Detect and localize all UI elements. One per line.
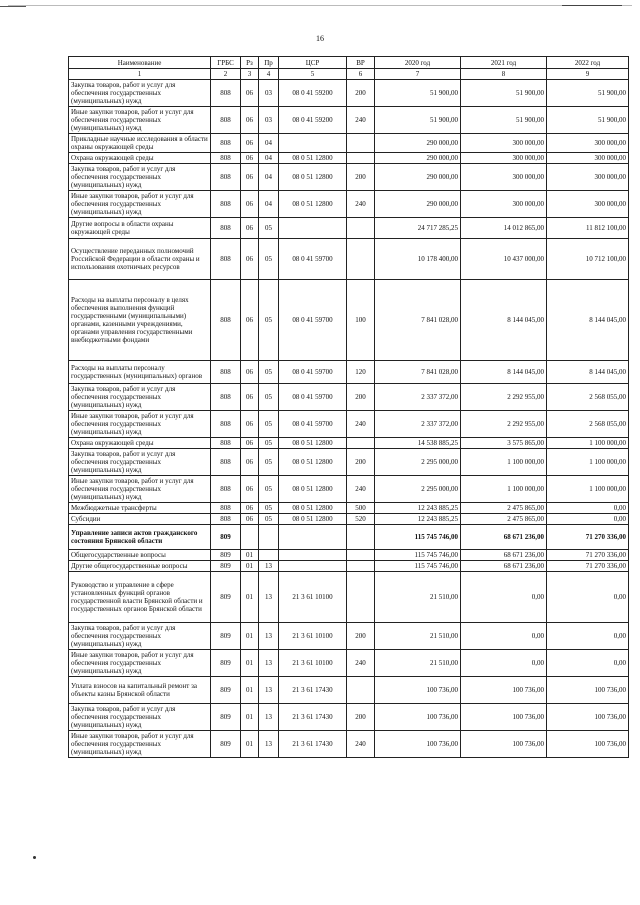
row-amount-2021: 300 000,00 [461,164,547,191]
row-amount-2021: 300 000,00 [461,134,547,153]
row-rz: 06 [241,384,259,411]
row-vr [347,561,375,572]
row-pr: 05 [259,218,279,239]
row-grbs: 808 [211,476,241,503]
table-row [69,731,629,758]
row-vr: 240 [347,650,375,677]
scan-speck [33,856,36,859]
table-row [69,572,629,623]
row-pr: 13 [259,561,279,572]
row-rz: 06 [241,280,259,361]
table-row [69,80,629,107]
row-grbs: 808 [211,449,241,476]
row-grbs: 808 [211,134,241,153]
row-amount-2022: 0,00 [547,514,629,525]
row-amount-2021: 2 292 955,00 [461,411,547,438]
row-amount-2021: 3 575 865,00 [461,438,547,449]
row-vr: 200 [347,623,375,650]
row-name: Закупка товаров, работ и услуг для обеспечения государственных (муниципальных) нужд [69,704,211,731]
row-vr: 200 [347,449,375,476]
table-row [69,476,629,503]
row-vr [347,218,375,239]
column-number: 2 [211,69,241,80]
row-csr: 08 0 41 59700 [279,361,347,384]
row-amount-2021: 51 900,00 [461,107,547,134]
row-amount-2021: 14 012 865,00 [461,218,547,239]
row-csr [279,134,347,153]
row-amount-2021: 10 437 000,00 [461,239,547,280]
row-csr: 21 3 61 10100 [279,572,347,623]
row-amount-2020: 21 510,00 [375,650,461,677]
header-2020: 2020 год [375,57,461,69]
row-grbs: 809 [211,731,241,758]
column-number: 5 [279,69,347,80]
row-amount-2020: 12 243 885,25 [375,514,461,525]
row-grbs: 808 [211,361,241,384]
row-amount-2022: 71 270 336,00 [547,550,629,561]
row-csr: 08 0 51 12800 [279,153,347,164]
row-amount-2020: 2 337 372,00 [375,411,461,438]
scan-edge-line [8,5,632,6]
header-grbs: ГРБС [211,57,241,69]
column-number: 3 [241,69,259,80]
row-amount-2020: 21 510,00 [375,572,461,623]
table-row [69,550,629,561]
row-csr [279,525,347,550]
row-vr [347,239,375,280]
row-pr: 05 [259,476,279,503]
row-csr: 08 0 51 12800 [279,514,347,525]
row-amount-2020: 290 000,00 [375,134,461,153]
row-grbs: 808 [211,384,241,411]
row-grbs: 808 [211,153,241,164]
row-vr: 200 [347,704,375,731]
row-pr: 05 [259,514,279,525]
row-amount-2020: 2 295 000,00 [375,476,461,503]
row-pr: 13 [259,704,279,731]
row-amount-2020: 290 000,00 [375,153,461,164]
row-amount-2021: 0,00 [461,623,547,650]
row-amount-2021: 2 475 865,00 [461,503,547,514]
row-amount-2020: 290 000,00 [375,164,461,191]
row-csr [279,218,347,239]
row-amount-2021: 0,00 [461,572,547,623]
row-csr: 08 0 41 59200 [279,80,347,107]
row-csr: 08 0 41 59700 [279,280,347,361]
row-name: Закупка товаров, работ и услуг для обеспечения государственных (муниципальных) нужд [69,623,211,650]
row-grbs: 809 [211,561,241,572]
row-rz: 06 [241,503,259,514]
row-vr [347,153,375,164]
row-rz: 01 [241,704,259,731]
row-amount-2021: 51 900,00 [461,80,547,107]
row-amount-2022: 8 144 045,00 [547,280,629,361]
row-rz: 06 [241,134,259,153]
row-pr: 13 [259,731,279,758]
header-2021: 2021 год [461,57,547,69]
row-grbs: 809 [211,623,241,650]
row-pr: 13 [259,677,279,704]
row-pr: 05 [259,280,279,361]
row-amount-2022: 71 270 336,00 [547,525,629,550]
row-rz: 01 [241,731,259,758]
row-amount-2022: 11 812 100,00 [547,218,629,239]
row-grbs: 809 [211,550,241,561]
row-csr [279,561,347,572]
row-csr: 21 3 61 17430 [279,731,347,758]
budget-table [68,56,629,758]
header-vr: ВР [347,57,375,69]
row-pr: 03 [259,107,279,134]
row-pr: 04 [259,164,279,191]
row-amount-2021: 300 000,00 [461,153,547,164]
row-grbs: 808 [211,107,241,134]
row-grbs: 809 [211,704,241,731]
table-row [69,623,629,650]
row-name: Иные закупки товаров, работ и услуг для обеспечения государственных (муниципальных) нужд [69,107,211,134]
table-row [69,164,629,191]
row-amount-2020: 12 243 885,25 [375,503,461,514]
row-name: Другие вопросы в области охраны окружающей среды [69,218,211,239]
table-body [69,80,629,758]
row-rz: 06 [241,411,259,438]
row-amount-2021: 2 475 865,00 [461,514,547,525]
row-amount-2022: 2 568 055,00 [547,411,629,438]
row-rz: 06 [241,80,259,107]
row-amount-2022: 51 900,00 [547,80,629,107]
row-name: Охрана окружающей среды [69,438,211,449]
row-vr: 200 [347,164,375,191]
table-row [69,384,629,411]
row-grbs: 808 [211,503,241,514]
row-amount-2020: 21 510,00 [375,623,461,650]
row-name: Закупка товаров, работ и услуг для обеспечения государственных (муниципальных) нужд [69,164,211,191]
row-name: Общегосударственные вопросы [69,550,211,561]
row-amount-2020: 7 841 028,00 [375,361,461,384]
header-rz: Рз [241,57,259,69]
table-row [69,677,629,704]
row-amount-2020: 10 178 400,00 [375,239,461,280]
row-amount-2022: 100 736,00 [547,731,629,758]
column-number: 7 [375,69,461,80]
table-row [69,107,629,134]
column-number-row [69,69,629,80]
row-grbs: 809 [211,677,241,704]
row-csr: 21 3 61 17430 [279,677,347,704]
row-name: Другие общегосударственные вопросы [69,561,211,572]
row-amount-2022: 71 270 336,00 [547,561,629,572]
row-vr: 520 [347,514,375,525]
row-rz [241,525,259,550]
row-rz: 06 [241,361,259,384]
table-row [69,361,629,384]
row-csr: 08 0 51 12800 [279,164,347,191]
row-name: Иные закупки товаров, работ и услуг для обеспечения государственных (муниципальных) нужд [69,476,211,503]
row-amount-2020: 100 736,00 [375,677,461,704]
row-pr: 05 [259,361,279,384]
row-amount-2021: 100 736,00 [461,704,547,731]
row-vr: 500 [347,503,375,514]
row-vr: 240 [347,191,375,218]
row-grbs: 808 [211,438,241,449]
row-vr: 200 [347,384,375,411]
row-csr: 08 0 51 12800 [279,191,347,218]
row-name: Управление записи актов гражданского состояния Брянской области [69,525,211,550]
table-row [69,438,629,449]
row-grbs: 808 [211,164,241,191]
row-rz: 01 [241,650,259,677]
row-csr: 08 0 41 59700 [279,239,347,280]
row-csr: 08 0 51 12800 [279,449,347,476]
row-amount-2020: 7 841 028,00 [375,280,461,361]
row-amount-2022: 51 900,00 [547,107,629,134]
row-rz: 06 [241,239,259,280]
row-amount-2020: 115 745 746,00 [375,525,461,550]
row-rz: 06 [241,218,259,239]
row-amount-2022: 100 736,00 [547,677,629,704]
row-vr [347,677,375,704]
row-vr: 240 [347,476,375,503]
row-amount-2022: 0,00 [547,503,629,514]
row-vr: 240 [347,107,375,134]
row-amount-2020: 115 745 746,00 [375,561,461,572]
row-amount-2021: 300 000,00 [461,191,547,218]
row-amount-2020: 51 900,00 [375,80,461,107]
row-amount-2022: 10 712 100,00 [547,239,629,280]
table-row [69,280,629,361]
row-rz: 06 [241,153,259,164]
table-row [69,514,629,525]
row-amount-2021: 2 292 955,00 [461,384,547,411]
row-name: Руководство и управление в сфере установленных функций органов государственной власти Брянской области и государственных органов Брянской области [69,572,211,623]
row-vr [347,134,375,153]
row-amount-2021: 68 671 236,00 [461,561,547,572]
row-pr: 04 [259,134,279,153]
row-vr: 240 [347,411,375,438]
row-amount-2020: 100 736,00 [375,704,461,731]
row-grbs: 808 [211,514,241,525]
row-pr: 04 [259,191,279,218]
row-grbs: 808 [211,80,241,107]
row-amount-2022: 8 144 045,00 [547,361,629,384]
row-grbs: 808 [211,239,241,280]
row-pr: 05 [259,449,279,476]
row-name: Межбюджетные трансферты [69,503,211,514]
row-name: Закупка товаров, работ и услуг для обеспечения государственных (муниципальных) нужд [69,449,211,476]
row-amount-2021: 1 100 000,00 [461,476,547,503]
row-rz: 06 [241,164,259,191]
row-rz: 01 [241,623,259,650]
row-pr: 05 [259,411,279,438]
row-amount-2020: 2 295 000,00 [375,449,461,476]
table-row [69,191,629,218]
table-row [69,525,629,550]
row-name: Расходы на выплаты персоналу государственных (муниципальных) органов [69,361,211,384]
table-row [69,561,629,572]
row-vr: 240 [347,731,375,758]
column-number: 8 [461,69,547,80]
row-name: Иные закупки товаров, работ и услуг для обеспечения государственных (муниципальных) нужд [69,650,211,677]
row-rz: 01 [241,561,259,572]
row-csr: 21 3 61 17430 [279,704,347,731]
row-amount-2022: 0,00 [547,572,629,623]
table-row [69,650,629,677]
row-name: Закупка товаров, работ и услуг для обеспечения государственных (муниципальных) нужд [69,80,211,107]
row-amount-2022: 1 100 000,00 [547,449,629,476]
row-csr: 21 3 61 10100 [279,650,347,677]
table-row [69,239,629,280]
row-rz: 06 [241,514,259,525]
row-name: Расходы на выплаты персоналу в целях обеспечения выполнения функций государственными (муниципальными) органами, казенными учреждениями, органами управления государственными внебюджетными фондами [69,280,211,361]
header-pr: Пр [259,57,279,69]
column-number: 1 [69,69,211,80]
row-amount-2020: 100 736,00 [375,731,461,758]
row-amount-2022: 2 568 055,00 [547,384,629,411]
row-csr: 08 0 41 59200 [279,107,347,134]
table-row [69,704,629,731]
row-amount-2022: 300 000,00 [547,134,629,153]
header-name: Наименование [69,57,211,69]
row-name: Иные закупки товаров, работ и услуг для обеспечения государственных (муниципальных) нужд [69,731,211,758]
page-number: 16 [316,34,324,43]
row-amount-2020: 290 000,00 [375,191,461,218]
row-csr: 08 0 41 59700 [279,384,347,411]
row-amount-2022: 300 000,00 [547,191,629,218]
row-name: Закупка товаров, работ и услуг для обеспечения государственных (муниципальных) нужд [69,384,211,411]
row-amount-2020: 2 337 372,00 [375,384,461,411]
row-grbs: 809 [211,572,241,623]
row-pr: 05 [259,384,279,411]
row-csr [279,550,347,561]
row-pr: 05 [259,503,279,514]
row-rz: 06 [241,449,259,476]
table-row [69,134,629,153]
row-amount-2021: 8 144 045,00 [461,361,547,384]
row-amount-2022: 1 100 000,00 [547,438,629,449]
row-amount-2021: 100 736,00 [461,731,547,758]
row-rz: 06 [241,476,259,503]
row-amount-2022: 0,00 [547,623,629,650]
row-grbs: 809 [211,525,241,550]
table-row [69,411,629,438]
header-row [69,57,629,69]
table-row [69,449,629,476]
row-amount-2022: 0,00 [547,650,629,677]
row-grbs: 809 [211,650,241,677]
row-pr: 05 [259,239,279,280]
row-vr [347,438,375,449]
row-amount-2021: 1 100 000,00 [461,449,547,476]
row-amount-2021: 68 671 236,00 [461,525,547,550]
row-name: Субсидии [69,514,211,525]
table-header [69,57,629,80]
row-name: Прикладные научные исследования в области охраны окружающей среды [69,134,211,153]
row-pr: 05 [259,438,279,449]
row-pr: 03 [259,80,279,107]
row-amount-2022: 1 100 000,00 [547,476,629,503]
header-2022: 2022 год [547,57,629,69]
row-pr [259,550,279,561]
row-grbs: 808 [211,411,241,438]
row-name: Иные закупки товаров, работ и услуг для обеспечения государственных (муниципальных) нужд [69,411,211,438]
row-vr [347,572,375,623]
row-pr: 13 [259,650,279,677]
row-pr: 13 [259,572,279,623]
column-number: 4 [259,69,279,80]
row-amount-2020: 14 538 885,25 [375,438,461,449]
row-name: Охрана окружающей среды [69,153,211,164]
row-rz: 06 [241,107,259,134]
row-csr: 08 0 51 12800 [279,503,347,514]
row-csr: 21 3 61 10100 [279,623,347,650]
row-rz: 01 [241,550,259,561]
table-row [69,218,629,239]
column-number: 6 [347,69,375,80]
row-amount-2022: 300 000,00 [547,164,629,191]
column-number: 9 [547,69,629,80]
row-vr [347,550,375,561]
row-amount-2021: 68 671 236,00 [461,550,547,561]
row-pr: 04 [259,153,279,164]
row-vr [347,525,375,550]
row-rz: 01 [241,677,259,704]
row-amount-2021: 100 736,00 [461,677,547,704]
row-amount-2022: 300 000,00 [547,153,629,164]
row-amount-2021: 0,00 [461,650,547,677]
row-vr: 120 [347,361,375,384]
row-csr: 08 0 41 59700 [279,411,347,438]
row-grbs: 808 [211,191,241,218]
row-rz: 01 [241,572,259,623]
row-amount-2020: 51 900,00 [375,107,461,134]
row-csr: 08 0 51 12800 [279,476,347,503]
row-vr: 100 [347,280,375,361]
row-rz: 06 [241,191,259,218]
row-amount-2020: 115 745 746,00 [375,550,461,561]
row-pr: 13 [259,623,279,650]
header-csr: ЦСР [279,57,347,69]
table-row [69,153,629,164]
row-grbs: 808 [211,280,241,361]
scan-edge-mark [562,5,622,6]
row-amount-2021: 8 144 045,00 [461,280,547,361]
row-pr [259,525,279,550]
row-name: Иные закупки товаров, работ и услуг для обеспечения государственных (муниципальных) нужд [69,191,211,218]
row-amount-2022: 100 736,00 [547,704,629,731]
row-name: Уплата взносов на капитальный ремонт за объекты казны Брянской области [69,677,211,704]
row-name: Осуществление переданных полномочий Российской Федерации в области охраны и использования охотничьих ресурсов [69,239,211,280]
row-amount-2020: 24 717 285,25 [375,218,461,239]
row-csr: 08 0 51 12800 [279,438,347,449]
row-rz: 06 [241,438,259,449]
table-row [69,503,629,514]
row-vr: 200 [347,80,375,107]
row-grbs: 808 [211,218,241,239]
